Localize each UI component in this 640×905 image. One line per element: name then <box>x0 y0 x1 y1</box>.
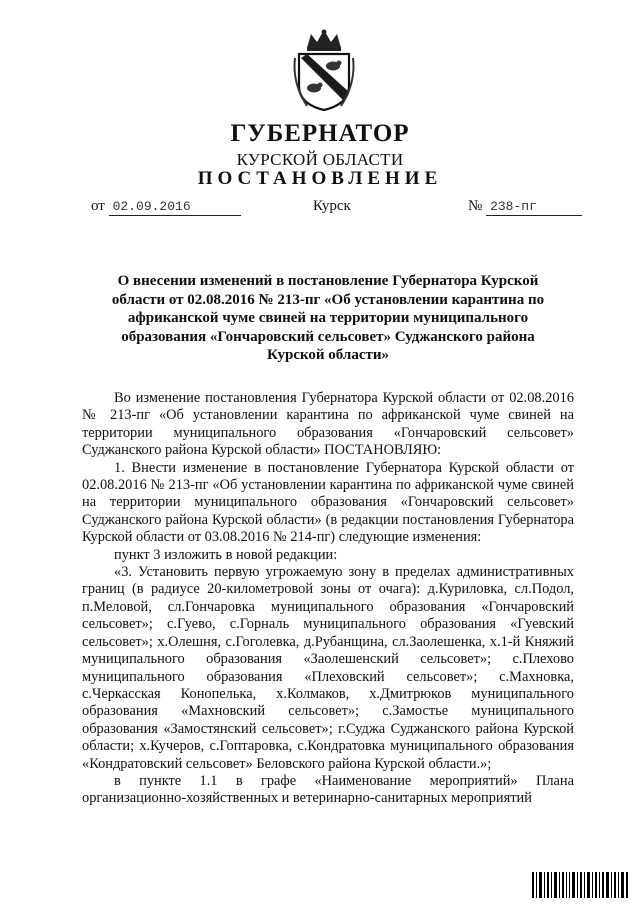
document-body <box>82 390 574 808</box>
document-date <box>91 198 241 216</box>
paragraph-preamble: Во изменение постановления Губернатора Курской области от 02.08.2016 № 213-пг «Об установлении карантина по африканской чуме свиней на территории муниципального образования «Гончаровский сельсовет» Суджанского района Курской области» ПОСТАНОВЛЯЮ: <box>82 390 574 459</box>
number-value: 238-пг <box>490 199 537 214</box>
paragraph-item-1: 1. Внести изменение в постановление Губернатора Курской области от 02.08.2016 № 213-пг «Об установлении карантина по африканской чуме свиней на территории муниципального образования «Гончаровский сельсовет» Суджанского района Курской области» (в редакции постановления Губернатора Курской области от 03.08.2016 № 214-пг) следующие изменения: <box>82 459 574 546</box>
date-prefix: от <box>91 198 105 214</box>
coat-of-arms-icon <box>293 28 355 112</box>
document-number <box>468 198 582 216</box>
paragraph-point-3-intro: пункт 3 изложить в новой редакции: <box>114 546 338 563</box>
governor-title: ГУБЕРНАТОР <box>230 120 410 147</box>
document-type: ПОСТАНОВЛЕНИЕ <box>197 168 443 189</box>
region-name: КУРСКОЙ ОБЛАСТИ <box>236 150 404 169</box>
paragraph-point-3-text: «3. Установить первую угрожаемую зону в пределах административных границ (в радиусе 20-километровой зоны от очага): д.Куриловка, сл.Подол, п.Меловой, сл.Гончаровка муниципального образования «Гончаровский сельсовет»; с.Гуево, с.Горналь муниципального образования «Гуевский сельсовет»; х.Олешня, с.Гоголевка, д.Рубанщина, сл.Заолешенка, х.1-й Княжий муниципального образования «Заолешенский сельсовет»; с.Плехово муниципального образования «Плеховский сельсовет»; с.Махновка, с.Черкасская Конопелька, х.Колмаков, х.Дмитрюков муниципального образования «Махновский сельсовет»; с.Замостье муниципального образования «Замостянский сельсовет»; г.Суджа Суджанского района Курской области; х.Кучеров, с.Гоптаровка, с.Кондратовка муниципального образования «Кондратовский сельсовет» Беловского района Курской области.»; <box>82 564 574 772</box>
paragraph-point-1-1: в пункте 1.1 в графе «Наименование мероприятий» Плана организационно-хозяйственных и ветеринарно-санитарных мероприятий <box>82 772 574 807</box>
document-city: Курск <box>313 198 351 214</box>
number-prefix: № <box>468 198 483 214</box>
date-value: 02.09.2016 <box>112 199 191 214</box>
barcode-icon <box>532 872 628 898</box>
document-heading: О внесении изменений в постановление Губернатора Курской области от 02.08.2016 № 213-пг «Об установлении карантина по африканской чуме свиней на территории муниципального образования «Гончаровский сельсовет» Суджанского района Курской области» <box>111 273 545 363</box>
